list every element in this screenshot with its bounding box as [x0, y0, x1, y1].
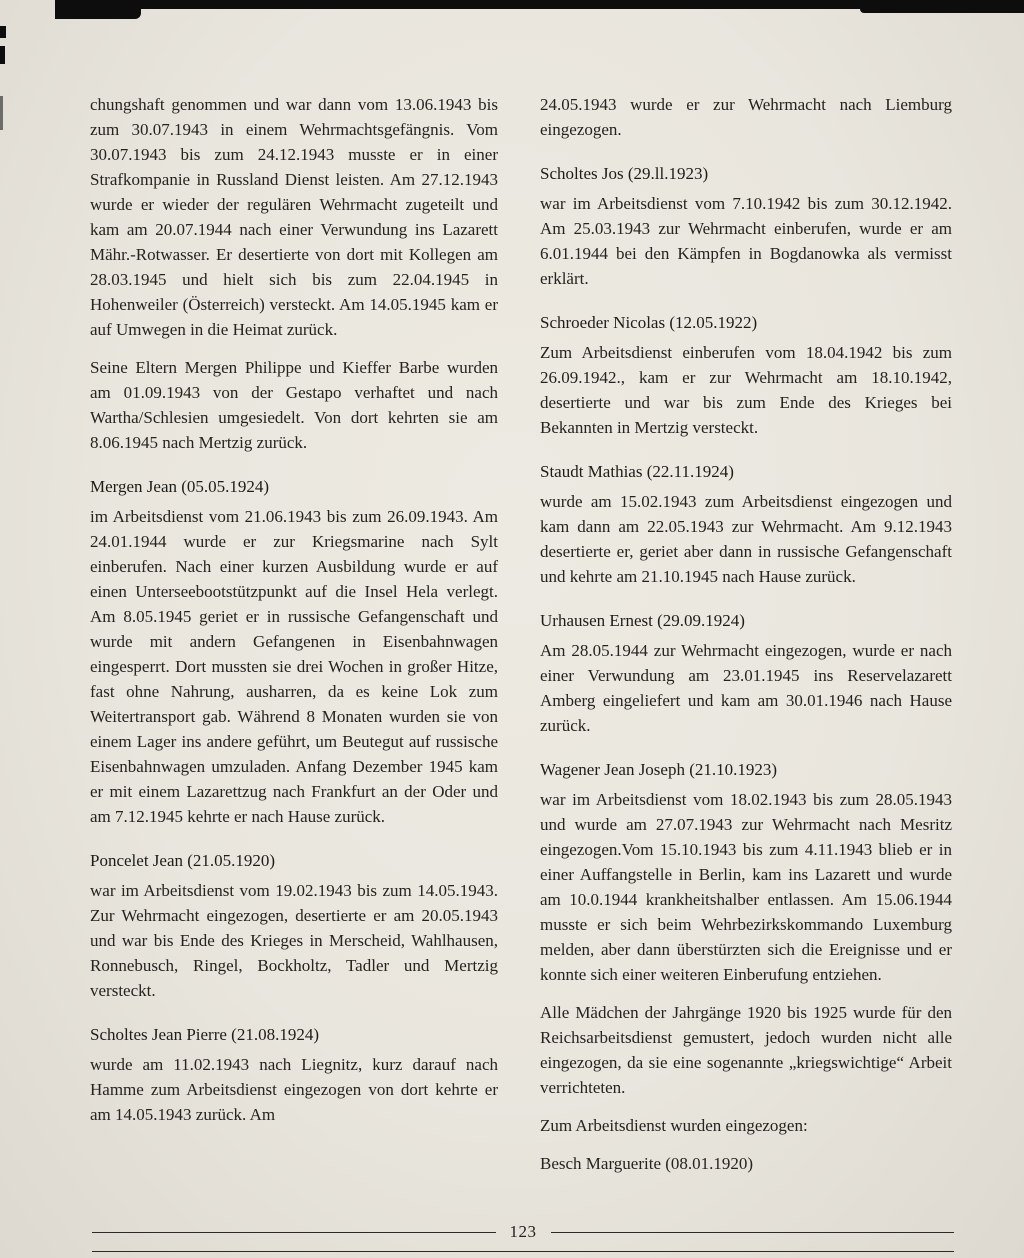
continuation-paragraph [540, 92, 952, 142]
entry-body: Am 28.05.1944 zur Wehrmacht eingezogen, wurde er nach einer Verwundung am 23.01.1945 ins Reservelazarett Amberg eingeliefert und kam am 30.01.1946 nach Hause zurück. [540, 641, 952, 735]
entry-body: war im Arbeitsdienst vom 19.02.1943 bis zum 14.05.1943. Zur Wehrmacht eingezogen, desertierte er am 20.05.1943 und war bis Ende des Krieges in Merscheid, Wahlhausen, Ronnebusch, Ringel, Bockholtz, Tadler und Mertzig versteckt. [90, 881, 498, 1000]
paragraph-text: Besch Marguerite (08.01.1920) [540, 1154, 754, 1173]
paragraph-block [540, 1113, 952, 1138]
paragraph-block [90, 355, 498, 455]
footer-rule-left [92, 1232, 496, 1233]
entry-besch-marguerite [540, 1151, 952, 1176]
continuation-paragraph [90, 92, 498, 342]
scan-artifact-top-right [860, 0, 1024, 13]
entry-heading: Scholtes Jean Pierre (21.08.1924) [90, 1025, 319, 1044]
entry-wagener-jean-joseph [540, 757, 952, 987]
entry-poncelet-jean [90, 848, 498, 1003]
entry-mergen-jean [90, 474, 498, 829]
entry-heading: Schroeder Nicolas (12.05.1922) [540, 313, 758, 332]
paragraph-text: Alle Mädchen der Jahrgänge 1920 bis 1925 wurde für den Reichsarbeitsdienst gemustert, jedoch wurden nicht alle eingezogen, da sie eine sogenannte „kriegswichtige“ Arbeit verrichteten. [540, 1003, 952, 1097]
entry-body: war im Arbeitsdienst vom 7.10.1942 bis zum 30.12.1942. Am 25.03.1943 zur Wehrmacht einberufen, wurde er am 6.01.1944 bei den Kämpfen in Bogdanowka als vermisst erklärt. [540, 194, 952, 288]
paragraph-text: chungshaft genommen und war dann vom 13.06.1943 bis zum 30.07.1943 in einem Wehrmachtsgefängnis. Vom 30.07.1943 bis zum 24.12.1943 musste er in einer Strafkompanie in Russland Dienst leisten. Am 27.12.1943 wurde er wieder der regulären Wehrmacht zugeteilt und kam am 20.07.1944 nach einer Verwundung ins Lazarett Mähr.-Rotwasser. Er desertierte von dort mit Kollegen am 28.03.1945 und hielt sich bis zum 22.04.1945 in Hohenweiler (Österreich) versteckt. Am 14.05.1945 kam er auf Umwegen in die Heimat zurück. [90, 95, 498, 339]
entry-schroeder-nicolas [540, 310, 952, 440]
paragraph-block [540, 1000, 952, 1100]
entry-body: wurde am 15.02.1943 zum Arbeitsdienst eingezogen und kam dann am 22.05.1943 zur Wehrmacht. Am 9.12.1943 desertierte er, geriet aber dann in russische Gefangenschaft und kehrte am 21.10.1945 nach Hause zurück. [540, 492, 952, 586]
entry-body: im Arbeitsdienst vom 21.06.1943 bis zum 26.09.1943. Am 24.01.1944 wurde er zur Kriegsmarine nach Sylt einberufen. Nach einer kurzen Ausbildung wurde er auf einen Unterseebootstützpunkt auf die Insel Hela verlegt. Am 8.05.1945 geriet er in russische Gefangenschaft und wurde mit andern Gefangenen in Eisenbahnwagen eingesperrt. Dort mussten sie drei Wochen in großer Hitze, fast ohne Nahrung, ausharren, da es keine Lok zum Weitertransport gab. Während 8 Monaten wurden sie von einem Lager ins andere geführt, um Beutegut auf russische Eisenbahnwagen umzuladen. Anfang Dezember 1945 kam er mit einem Lazarettzug nach Frankfurt an der Oder und am 7.12.1945 kehrte er nach Hause zurück. [90, 507, 498, 826]
entry-body: Zum Arbeitsdienst einberufen vom 18.04.1942 bis zum 26.09.1942., kam er zur Wehrmacht am 18.10.1942, desertierte und war bis zum Ende des Krieges bei Bekannten in Mertzig versteckt. [540, 343, 952, 437]
entry-heading: Wagener Jean Joseph (21.10.1923) [540, 760, 778, 779]
scan-artifact-edge-mark [0, 46, 5, 64]
entry-urhausen-ernest [540, 608, 952, 738]
paragraph-text: Seine Eltern Mergen Philippe und Kieffer Barbe wurden am 01.09.1943 von der Gestapo verhaftet und nach Wartha/Schlesien umgesiedelt. Von dort kehrten sie am 8.06.1945 nach Mertzig zurück. [90, 358, 498, 452]
text-column-left [90, 92, 498, 1140]
entry-heading: Scholtes Jos (29.ll.1923) [540, 164, 709, 183]
entry-scholtes-jean-pierre [90, 1022, 498, 1127]
entry-body: wurde am 11.02.1943 nach Liegnitz, kurz darauf nach Hamme zum Arbeitsdienst eingezogen von dort kehrte er am 14.05.1943 zurück. Am [90, 1055, 498, 1124]
entry-body: war im Arbeitsdienst vom 18.02.1943 bis zum 28.05.1943 und wurde am 27.07.1943 zur Wehrmacht nach Mesritz eingezogen.Vom 15.10.1943 bis zum 4.11.1943 blieb er in einer Auffangstelle in Berlin, kam ins Lazarett und wurde am 10.0.1944 krankheitshalber entlassen. Am 15.06.1944 musste er sich beim Wehrbezirkskommando Luxemburg melden, aber dann überstürzten sich die Ereignisse und er konnte sich einer weiteren Einberufung entziehen. [540, 790, 952, 984]
entry-heading: Mergen Jean (05.05.1924) [90, 477, 270, 496]
text-column-right [540, 92, 952, 1189]
footer-rule-right [551, 1232, 955, 1233]
scan-artifact-edge-mark [0, 96, 3, 130]
scan-artifact-top-left-blob [55, 0, 141, 19]
entry-scholtes-jos [540, 161, 952, 291]
scan-artifact-edge-mark [0, 26, 6, 38]
paragraph-text: Zum Arbeitsdienst wurden eingezogen: [540, 1116, 808, 1135]
entry-heading: Poncelet Jean (21.05.1920) [90, 851, 276, 870]
footer-rule-bottom [92, 1251, 954, 1252]
entry-staudt-mathias [540, 459, 952, 589]
page-number: 123 [509, 1222, 537, 1241]
entry-heading: Staudt Mathias (22.11.1924) [540, 462, 734, 481]
paragraph-text: 24.05.1943 wurde er zur Wehrmacht nach Liemburg eingezogen. [540, 95, 952, 139]
entry-heading: Urhausen Ernest (29.09.1924) [540, 611, 745, 630]
page-number-row [92, 1222, 954, 1242]
page-footer [92, 1222, 954, 1252]
